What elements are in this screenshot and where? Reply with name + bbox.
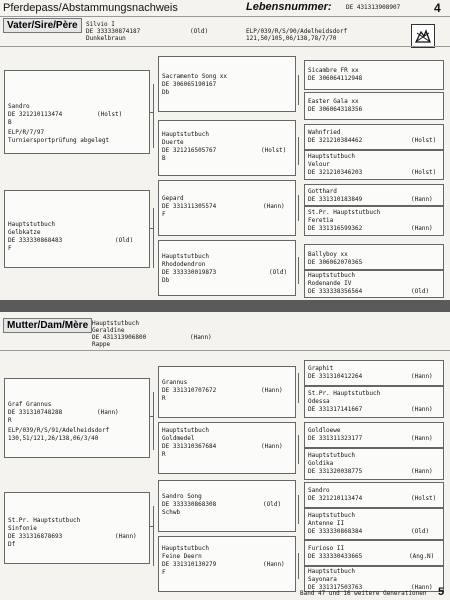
dam-g3-box-6	[304, 508, 444, 540]
g2-origin: (Holst)	[261, 147, 287, 154]
connector	[298, 373, 299, 403]
connector	[298, 75, 299, 105]
sire-g3-box-1	[304, 60, 444, 90]
g3-name: Furioso II	[308, 545, 345, 552]
g2-name: Sacramento Song xx	[162, 73, 228, 80]
g3-id: DE 331316599362	[308, 225, 363, 232]
g3-origin: (Hann)	[411, 196, 433, 203]
g3-name: Wahnfried	[308, 129, 341, 136]
g3-book: Hauptstutbuch	[308, 272, 355, 279]
dam-sire-score: 130,51/121,26/138,06/3/40	[8, 435, 99, 442]
dam-dam-book: St.Pr. Hauptstutbuch	[8, 517, 81, 524]
g2-color: B	[162, 155, 166, 162]
g3-name: Gotthard	[308, 188, 337, 195]
g3-origin: (Holst)	[411, 137, 437, 144]
sire-id: DE 333330874187	[86, 28, 141, 35]
g3-id: DE 331311323177	[308, 435, 363, 442]
g3-id: DE 333330433665	[308, 553, 363, 560]
sire-score: 121,50/105,06/138,78/7/70	[246, 35, 337, 42]
g2-name: Sandro Song	[162, 493, 202, 500]
sire-sire-origin: (Holst)	[97, 111, 123, 118]
g2-color: Db	[162, 277, 170, 284]
g3-id: DE 306064112948	[308, 75, 363, 82]
sire-g2-box-4	[158, 240, 296, 296]
g3-origin: (Hann)	[411, 435, 433, 442]
sire-g3-box-4	[304, 150, 444, 180]
dam-page	[0, 312, 450, 600]
dam-g2-box-2	[158, 422, 296, 474]
connector	[298, 257, 299, 284]
connector	[298, 495, 299, 524]
g3-book: St.Pr. Hauptstutbuch	[308, 390, 381, 397]
g3-id: DE 331310183849	[308, 196, 363, 203]
header-divider	[0, 16, 450, 17]
sire-sire-name: Sandro	[8, 103, 30, 110]
sire-dam-origin: (Old)	[115, 237, 134, 244]
g2-origin: (Hann)	[263, 203, 285, 210]
g2-book: Hauptstutbuch	[162, 131, 209, 138]
sire-dam-color: F	[8, 245, 12, 252]
g2-name: Goldmedel	[162, 435, 195, 442]
connector	[298, 137, 299, 165]
dam-sire-box	[4, 378, 150, 458]
sire-sire-note: Turniersportprüfung abgelegt	[8, 137, 110, 144]
g2-color: F	[162, 569, 166, 576]
sire-g3-box-8	[304, 270, 444, 298]
sire-section-label: Vater/Sire/Père	[3, 18, 82, 33]
sire-g3-box-6	[304, 206, 444, 236]
g3-book: Hauptstutbuch	[308, 452, 355, 459]
g3-id: DE 331317141667	[308, 406, 363, 413]
g3-name: Goldloewe	[308, 427, 341, 434]
g3-origin: (Hann)	[411, 225, 433, 232]
g2-origin: (Old)	[269, 269, 288, 276]
g3-name: Velour	[308, 161, 330, 168]
g3-id: DE 331310412264	[308, 373, 363, 380]
g3-origin: (Hann)	[411, 584, 433, 591]
g2-color: Schwb	[162, 509, 181, 516]
g3-id: DE 321210384462	[308, 137, 363, 144]
g3-book: Hauptstutbuch	[308, 568, 355, 575]
dam-g2-box-3	[158, 480, 296, 532]
g2-origin: (Hann)	[263, 561, 285, 568]
g3-id: DE 306064318356	[308, 106, 363, 113]
connector	[298, 553, 299, 579]
g2-color: Db	[162, 89, 170, 96]
g2-origin: (Old)	[263, 501, 282, 508]
g3-book: Hauptstutbuch	[308, 512, 355, 519]
g2-name: Feine Deern	[162, 553, 202, 560]
connector	[153, 392, 154, 450]
connector	[153, 506, 154, 566]
dam-color: Rappe	[92, 341, 111, 348]
dam-g3-box-3	[304, 422, 444, 448]
g3-name: Odessa	[308, 398, 330, 405]
sire-g2-box-3	[158, 180, 296, 236]
sire-sire-perf: ELP/R/7/97	[8, 129, 45, 136]
g2-origin: (Hann)	[261, 387, 283, 394]
dam-divider	[0, 350, 450, 351]
g3-id: DE 331320038775	[308, 468, 363, 475]
sire-performance: ELP/039/R/S/90/Adelheidsdorf	[246, 28, 348, 35]
sire-dam-id: DE 333330868483	[8, 237, 63, 244]
sire-divider	[0, 46, 450, 47]
connector	[153, 208, 154, 268]
dam-dam-origin: (Hann)	[115, 533, 137, 540]
dam-sire-perf: ELP/039/R/S/91/Adelheidsdorf	[8, 427, 110, 434]
sire-g2-box-2	[158, 120, 296, 176]
sire-g3-box-3	[304, 124, 444, 150]
sire-dam-book: Hauptstutbuch	[8, 221, 55, 228]
g3-id: DE 333330868384	[308, 528, 363, 535]
sire-dam-name: Gelbkatze	[8, 229, 41, 236]
sire-color: Dunkelbraun	[86, 35, 126, 42]
g3-origin: (Hann)	[411, 373, 433, 380]
connector	[298, 435, 299, 464]
sire-sire-color: B	[8, 119, 12, 126]
g2-id: DE 321216505767	[162, 147, 217, 154]
g2-id: DE 306065190167	[162, 81, 217, 88]
g2-book: Hauptstutbuch	[162, 427, 209, 434]
dam-sire-id: DE 331310748288	[8, 409, 63, 416]
dam-dam-color: Df	[8, 541, 16, 548]
dam-sire-name: Graf Grannus	[8, 401, 52, 408]
g3-id: DE 306062070365	[308, 259, 363, 266]
dam-g2-box-1	[158, 366, 296, 418]
g3-origin: (Holst)	[411, 169, 437, 176]
g3-book: St.Pr. Hauptstutbuch	[308, 209, 381, 216]
dam-id: DE 431313906800	[92, 334, 147, 341]
dam-dam-name: Sinfonie	[8, 525, 37, 532]
g3-id: DE 321210346203	[308, 169, 363, 176]
g2-id: DE 333330019873	[162, 269, 217, 276]
g3-book: Hauptstutbuch	[308, 153, 355, 160]
dam-sire-color: R	[8, 417, 12, 424]
dam-name: Geraldine	[92, 327, 125, 334]
g2-color: R	[162, 451, 166, 458]
connector	[153, 84, 154, 148]
g3-id: DE 321210113474	[308, 495, 363, 502]
g2-book: Hauptstutbuch	[162, 545, 209, 552]
footer-generations: Band 47 und 16 weitere Generationen	[300, 590, 427, 597]
g2-id: DE 333330868308	[162, 501, 217, 508]
g2-id: DE 331310130279	[162, 561, 217, 568]
g3-name: Ballyboy xx	[308, 251, 348, 258]
dam-g3-box-2	[304, 386, 444, 418]
sire-g3-box-2	[304, 92, 444, 120]
page-number-bottom: 5	[438, 586, 445, 598]
g2-id: DE 331311305574	[162, 203, 217, 210]
life-number-value: DE 431313908907	[346, 4, 401, 11]
g3-name: Sandro	[308, 487, 330, 494]
g3-name: Sicambre FR xx	[308, 67, 359, 74]
g3-name: Rodenande IV	[308, 280, 352, 287]
g2-name: Duerte	[162, 139, 184, 146]
dam-g3-box-7	[304, 540, 444, 566]
sire-origin: (Old)	[190, 28, 209, 35]
dam-book: Hauptstutbuch	[92, 320, 139, 327]
g3-id: DE 333338356564	[308, 288, 363, 295]
dam-section-label: Mutter/Dam/Mère	[3, 318, 92, 333]
g2-book: Hauptstutbuch	[162, 253, 209, 260]
dam-g3-box-8	[304, 566, 444, 592]
page-number: 4	[434, 1, 441, 15]
dam-dam-box	[4, 492, 150, 564]
g3-origin: (Old)	[411, 288, 430, 295]
dam-g3-box-5	[304, 482, 444, 508]
g3-name: Graphit	[308, 365, 334, 372]
sire-g3-box-7	[304, 244, 444, 270]
g2-id: DE 331310707672	[162, 387, 217, 394]
sire-sire-box	[4, 70, 150, 154]
g3-origin: (Hann)	[411, 406, 433, 413]
dam-g3-box-1	[304, 360, 444, 386]
g2-color: F	[162, 211, 166, 218]
g3-origin: (Holst)	[411, 495, 437, 502]
dam-origin: (Hann)	[190, 334, 212, 341]
dam-dam-id: DE 331316878693	[8, 533, 63, 540]
life-number-label: Lebensnummer:	[246, 1, 332, 13]
connector	[298, 195, 299, 221]
g2-id: DE 331310367684	[162, 443, 217, 450]
dam-g2-box-4	[158, 536, 296, 592]
sire-g3-box-5	[304, 184, 444, 206]
sire-g2-box-1	[158, 56, 296, 112]
g3-name: Sayonara	[308, 576, 337, 583]
dam-sire-origin: (Hann)	[97, 409, 119, 416]
g2-name: Gepard	[162, 195, 184, 202]
g3-origin: (Hann)	[411, 468, 433, 475]
g2-name: Rhododendron	[162, 261, 206, 268]
document-title: Pferdepass/Abstammungsnachweis	[3, 2, 178, 14]
g3-name: Goldika	[308, 460, 334, 467]
g2-origin: (Hann)	[261, 443, 283, 450]
g3-name: Feretia	[308, 217, 334, 224]
g3-origin: (Old)	[411, 528, 430, 535]
sire-name: Silvio I	[86, 21, 115, 28]
g3-origin: (Ang.N)	[409, 553, 435, 560]
horse-emblem-icon	[411, 24, 435, 48]
g2-color: R	[162, 395, 166, 402]
g2-name: Grannus	[162, 379, 188, 386]
dam-g3-box-4	[304, 448, 444, 480]
g3-name: Antenne II	[308, 520, 345, 527]
g3-name: Easter Gala xx	[308, 98, 359, 105]
page-gap	[0, 300, 450, 312]
sire-dam-box	[4, 190, 150, 268]
sire-sire-id: DE 321210113474	[8, 111, 63, 118]
g3-id: DE 331317503763	[308, 584, 363, 591]
